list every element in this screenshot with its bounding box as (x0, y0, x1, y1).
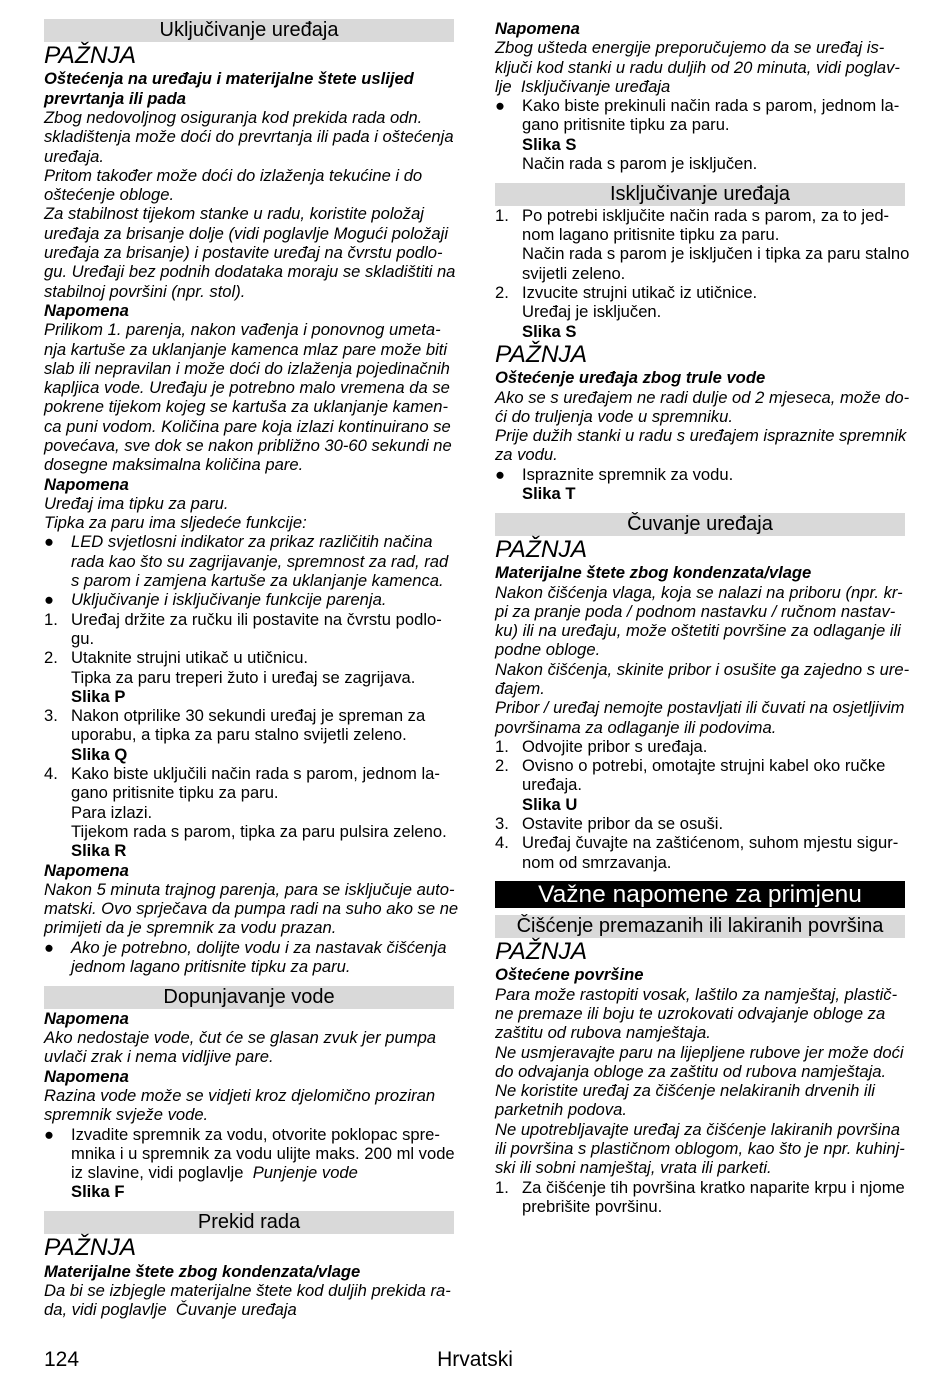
list-item-body (71, 764, 454, 860)
italic-text-line: ca puni vodom. Količina pare koja izlazi kontinuirano se (44, 416, 451, 436)
paragraph (44, 1262, 454, 1281)
text-line: Para izlazi. (71, 802, 153, 822)
numbered-step (495, 756, 905, 814)
italic-text-line: spremnik svježe vode. (44, 1105, 209, 1125)
paragraph (44, 204, 454, 300)
numbered-step (495, 1178, 905, 1217)
heading-line: Napomena (44, 1066, 129, 1086)
heading-line: Oštećenja na uređaju i materijalne štete uslijed (44, 69, 414, 89)
italic-text-line: gu. Uređaji bez podnih dodataka moraju se skladištiti na (44, 262, 456, 282)
section-header: Prekid rada (44, 1211, 454, 1234)
right-column (495, 19, 910, 1216)
paragraph (44, 69, 454, 108)
italic-text-line: ći do truljenja vode u spremniku. (495, 406, 733, 426)
italic-text-line: Nakon čišćenja vlaga, koja se nalazi na priboru (npr. kr- (495, 582, 903, 602)
paragraph (495, 583, 905, 660)
text-line: svijetli zeleno. (522, 263, 626, 283)
paragraph (44, 108, 454, 166)
italic-text-line: Uređaj ima tipku za paru. (44, 493, 229, 513)
bullet-icon: ● (44, 532, 55, 552)
paragraph (495, 368, 905, 387)
text-line: gu. (71, 628, 95, 648)
heading-line: Napomena (44, 474, 129, 494)
italic-text-line: kapljica vode. Uređaju je potrebno malo vremena da se (44, 378, 450, 398)
step-number: 4. (495, 833, 509, 853)
italic-text-line: jednom lagano pritisnite tipku za paru. (71, 957, 351, 976)
figure-reference: Slika R (71, 841, 127, 861)
bullet-icon: ● (495, 464, 506, 484)
caution-label: PAŽNJA (495, 535, 588, 563)
italic-text-line: Para može rastopiti vosak, laštilo za namještaj, plastič- (495, 984, 898, 1004)
italic-text-line: ku) ili na uređaju, može oštetiti površine za odlaganje ili (495, 621, 901, 641)
paragraph (44, 1028, 454, 1067)
numbered-step (44, 764, 454, 860)
italic-text-line: Ako je potrebno, dolijte vodu i za nastavak čišćenja (71, 937, 447, 957)
paragraph (495, 38, 905, 96)
text-line: Po potrebi isključite način rada s parom, za to jed- (522, 205, 890, 225)
paragraph (44, 1281, 454, 1320)
left-column (44, 19, 459, 1320)
caution-label: PAŽNJA (44, 1234, 137, 1262)
bullet-item (495, 96, 905, 173)
text-line: Uređaj držite za ručku ili postavite na čvrstu podlo- (71, 609, 442, 629)
section-header: Čuvanje uređaja (495, 513, 905, 536)
list-item-body (522, 96, 905, 173)
italic-text-line: za vodu. (495, 445, 558, 465)
bullet-item (44, 938, 454, 977)
italic-text-line: parketnih podova. (495, 1100, 627, 1120)
paragraph (44, 1086, 454, 1125)
text-line: uporabu, a tipka za paru stalno svijetli zeleno. (71, 725, 407, 745)
heading-line: Oštećene površine (495, 965, 644, 985)
text-segment: iz slavine, vidi poglavlje (71, 1163, 253, 1183)
list-item-body (522, 1178, 905, 1217)
italic-text-line: Ne koristite uređaj za čišćenje nelakiranih drvenih ili (495, 1081, 875, 1101)
bullet-item (44, 1125, 454, 1202)
italic-text-line: skladištenja može doći do prevrtanja ili pada i oštećenja (44, 127, 454, 147)
italic-text-line: pokrene tijekom kojeg se kartuša za uklanjanje kamen- (44, 397, 448, 417)
paragraph (44, 494, 454, 533)
italic-text-line: đajem. (495, 679, 545, 698)
paragraph (495, 1043, 905, 1082)
text-line: Izvadite spremnik za vodu, otvorite poklopac spre- (71, 1124, 440, 1144)
text-line: Nakon otprilike 30 sekundi uređaj je spreman za (71, 706, 426, 726)
figure-reference: Slika S (522, 134, 577, 154)
bullet-icon: ● (495, 96, 506, 116)
text-line: mnika i u spremnik za vodu ulijte maks. 200 ml vode (71, 1143, 455, 1163)
italic-text-line: matski. Ovo sprječava da pumpa radi na suho ako se ne (44, 899, 459, 919)
numbered-step (495, 283, 905, 341)
step-number: 1. (495, 205, 509, 225)
heading-line: Napomena (44, 1008, 129, 1028)
section-header: Uključivanje uređaja (44, 19, 454, 42)
list-item-body (71, 1125, 454, 1202)
section-header: Čišćenje premazanih ili lakiranih površina (495, 915, 905, 938)
figure-reference: Slika T (522, 484, 576, 504)
caution-label: PAŽNJA (495, 340, 588, 368)
list-item-body (522, 833, 905, 872)
text-line: Odvojite pribor s uređaja. (522, 736, 708, 756)
page-number: 124 (44, 1348, 80, 1371)
italic-text-line: uređaja za brisanje) i postavite uređaj na čvrstu podlo- (44, 243, 443, 263)
numbered-step (495, 737, 905, 756)
paragraph (44, 320, 454, 474)
section-header: Dopunjavanje vode (44, 986, 454, 1009)
step-number: 2. (495, 283, 509, 303)
text-line: Za čišćenje tih površina kratko naparite krpu i njome (522, 1177, 905, 1197)
numbered-step (44, 610, 454, 649)
paragraph (495, 985, 905, 1043)
text-line: Tijekom rada s parom, tipka za paru pulsira zeleno. (71, 821, 447, 841)
bullet-icon: ● (44, 1124, 55, 1144)
italic-text-line: Ako se s uređajem ne radi dulje od 2 mjeseca, može do- (495, 387, 910, 407)
italic-text-line: pi za pranje poda / podnom nastavku / ručnom nastav- (495, 601, 896, 621)
paragraph (495, 563, 905, 582)
text-line: Način rada s parom je isključen i tipka za paru stalno (522, 244, 910, 264)
paragraph (495, 19, 905, 38)
italic-text-line: Za stabilnost tijekom stanke u radu, koristite položaj (44, 204, 424, 224)
italic-text-line: ili površina s plastičnom oblogom, kao što je npr. kuhinj- (495, 1138, 905, 1158)
italic-text-line: Pribor / uređaj nemojte postavljati ili čuvati na osjetljivim (495, 698, 905, 718)
text-line: nom lagano pritisnite tipku za paru. (522, 225, 780, 245)
text-line: uređaja. (522, 775, 582, 795)
italic-text-line: uređaja za brisanje dolje (vidi poglavlje Mogući položaji (44, 223, 449, 243)
mixed-text-line (71, 1163, 454, 1182)
paragraph (495, 387, 910, 427)
italic-text-line: Ako nedostaje vode, čut će se glasan zvuk jer pumpa (44, 1028, 437, 1048)
chapter-banner: Važne napomene za primjenu (495, 881, 905, 908)
italic-text-line: Pritom također može doći do izlaženja tekućine i do (44, 165, 423, 185)
italic-text-line: da, vidi poglavlje Čuvanje uređaja (44, 1300, 297, 1320)
text-line: nom od smrzavanja. (522, 852, 672, 872)
italic-text-line: uvlači zrak i nema vidljive pare. (44, 1047, 274, 1067)
paragraph (495, 426, 905, 465)
italic-text-line: dosegne maksimalna količina pare. (44, 455, 304, 475)
italic-text-line: Ne usmjeravajte paru na lijepljene rubove jer može doći (495, 1042, 904, 1062)
italic-text-line: povećava, sve dok se nakon približno 30-60 sekundi ne (44, 435, 452, 455)
text-line: Kako biste uključili način rada s parom, jednom la- (71, 764, 440, 784)
italic-text-line: stabilnoj površini (npr. stol). (44, 281, 246, 301)
step-number: 2. (44, 648, 58, 668)
numbered-step (495, 205, 910, 283)
italic-text-line: Uključivanje i isključivanje funkcije parenja. (71, 590, 387, 610)
heading-line: Napomena (44, 860, 129, 880)
text-line: Ispraznite spremnik za vodu. (522, 464, 734, 484)
italic-text-line: zaštitu od rubova namještaja. (495, 1023, 711, 1043)
heading-line: Napomena (44, 300, 129, 320)
text-line: Uređaj čuvajte na zaštićenom, suhom mjestu sigur- (522, 833, 899, 853)
step-number: 4. (44, 764, 58, 784)
italic-text-line: LED svjetlosni indikator za prikaz različitih načina (71, 532, 433, 552)
paragraph (44, 475, 454, 494)
list-item-body (71, 532, 454, 590)
figure-reference: Slika Q (71, 744, 128, 764)
heading-line: Materijalne štete zbog kondenzata/vlage (44, 1261, 361, 1281)
paragraph (44, 861, 454, 880)
caution-label: PAŽNJA (44, 42, 137, 69)
numbered-step (44, 706, 454, 764)
list-item-body (522, 205, 910, 283)
italic-text-line: uređaja. (44, 146, 104, 166)
italic-text-line: Nakon čišćenja, skinite pribor i osušite ga zajedno s ure- (495, 659, 910, 679)
italic-text-line: Prije dužih stanki u radu s uređajem ispraznite spremnik (495, 426, 907, 446)
italic-text-line: s parom i zamjena kartuše za uklanjanje kamenca. (71, 571, 444, 591)
bullet-item (44, 590, 454, 609)
text-line: Tipka za paru treperi žuto i uređaj se zagrijava. (71, 667, 416, 687)
italic-text-line: površinama za odlaganje ili podovima. (495, 717, 777, 737)
heading-line: Napomena (495, 19, 580, 38)
list-item-body (522, 756, 905, 814)
italic-text-line: ključi kod stanki u radu duljih od 20 minuta, vidi poglav- (495, 57, 900, 77)
numbered-step (44, 648, 454, 706)
italic-text-line: Nakon 5 minuta trajnog parenja, para se isključuje auto- (44, 879, 455, 899)
step-number: 1. (495, 736, 509, 756)
section-header: Isključivanje uređaja (495, 183, 905, 206)
italic-text-line: podne obloge. (495, 640, 601, 660)
footer-language: Hrvatski (437, 1348, 513, 1371)
step-number: 1. (495, 1177, 509, 1197)
caution-label: PAŽNJA (495, 937, 588, 965)
bullet-item (495, 465, 905, 504)
italic-text-line: Da bi se izbjegle materijalne štete kod duljih prekida ra- (44, 1280, 451, 1300)
list-item-body (522, 737, 905, 756)
text-line: prebrišite površinu. (522, 1196, 663, 1216)
text-line: Način rada s parom je isključen. (522, 154, 758, 174)
paragraph (495, 659, 910, 699)
list-item-body (71, 590, 454, 609)
italic-text-line: Zbog ušteda energije preporučujemo da se uređaj is- (495, 38, 885, 58)
list-item-body (522, 465, 905, 504)
paragraph (44, 1067, 454, 1086)
step-number: 2. (495, 756, 509, 776)
italic-text-line: Ne upotrebljavajte uređaj za čišćenje lakiranih površina (495, 1119, 900, 1139)
italic-text-line: Tipka za paru ima sljedeće funkcije: (44, 513, 307, 533)
italic-text-line: Razina vode može se vidjeti kroz djelomično proziran (44, 1085, 436, 1105)
list-item-body (71, 610, 454, 649)
paragraph (44, 879, 459, 938)
list-item-body (71, 706, 454, 764)
paragraph (495, 965, 905, 984)
numbered-step (495, 833, 905, 872)
heading-line: Oštećenje uređaja zbog trule vode (495, 368, 766, 388)
paragraph (495, 1120, 905, 1178)
step-number: 1. (44, 609, 58, 629)
text-line: Ostavite pribor da se osuši. (522, 814, 724, 834)
step-number: 3. (44, 706, 58, 726)
italic-text-line: lje Isključivanje uređaja (495, 76, 671, 96)
paragraph (44, 166, 454, 205)
figure-reference: Slika S (522, 321, 577, 341)
text-line: gano pritisnite tipku za paru. (522, 115, 730, 135)
bullet-item (44, 532, 454, 590)
paragraph (44, 301, 454, 320)
list-item-body (71, 648, 454, 706)
list-item-body (522, 283, 905, 341)
italic-text-line: oštećenje obloge. (44, 185, 175, 205)
figure-reference: Slika P (71, 686, 126, 706)
paragraph (495, 698, 905, 737)
text-line: Izvucite strujni utikač iz utičnice. (522, 283, 758, 303)
italic-text-line: primijeti da je spremnik za vodu prazan. (44, 918, 337, 938)
italic-text-line: nja kartuše za uklanjanje kamenca mlaz pare može biti (44, 339, 448, 359)
italic-text-line: ne premaze ili boju te uzrokovati odvajanje obloge za (495, 1003, 886, 1023)
text-line: Uređaj je isključen. (522, 302, 662, 322)
italic-text-line: rada kao što su zagrijavanje, spremnost za rad, rad (71, 551, 449, 571)
numbered-step (495, 814, 905, 833)
text-line: Kako biste prekinuli način rada s parom, jednom la- (522, 96, 900, 116)
italic-text-line: do odvajanja obloge za zaštitu od rubova namještaja. (495, 1061, 887, 1081)
list-item-body (522, 814, 905, 833)
figure-reference: Slika F (71, 1182, 125, 1202)
chapter-reference: Punjenje vode (252, 1163, 358, 1183)
heading-line: prevrtanja ili pada (44, 88, 187, 108)
figure-reference: Slika U (522, 794, 578, 814)
paragraph (495, 1081, 905, 1120)
step-number: 3. (495, 814, 509, 834)
italic-text-line: slab ili nepravilan i može doći do izlaženja pojedinačnih (44, 358, 450, 378)
text-line: Utaknite strujni utikač u utičnicu. (71, 648, 309, 668)
bullet-icon: ● (44, 590, 55, 610)
list-item-body (71, 938, 454, 977)
paragraph (44, 1009, 454, 1028)
text-line: Ovisno o potrebi, omotajte strujni kabel oko ručke (522, 756, 886, 776)
bullet-icon: ● (44, 937, 55, 957)
text-line: gano pritisnite tipku za paru. (71, 783, 279, 803)
italic-text-line: Prilikom 1. parenja, nakon vađenja i ponovnog umeta- (44, 320, 441, 340)
italic-text-line: ski ili sobni namještaj, vrata ili parketi. (495, 1158, 772, 1178)
italic-text-line: Zbog nedovoljnog osiguranja kod prekida rada odn. (44, 107, 423, 127)
heading-line: Materijalne štete zbog kondenzata/vlage (495, 563, 812, 583)
